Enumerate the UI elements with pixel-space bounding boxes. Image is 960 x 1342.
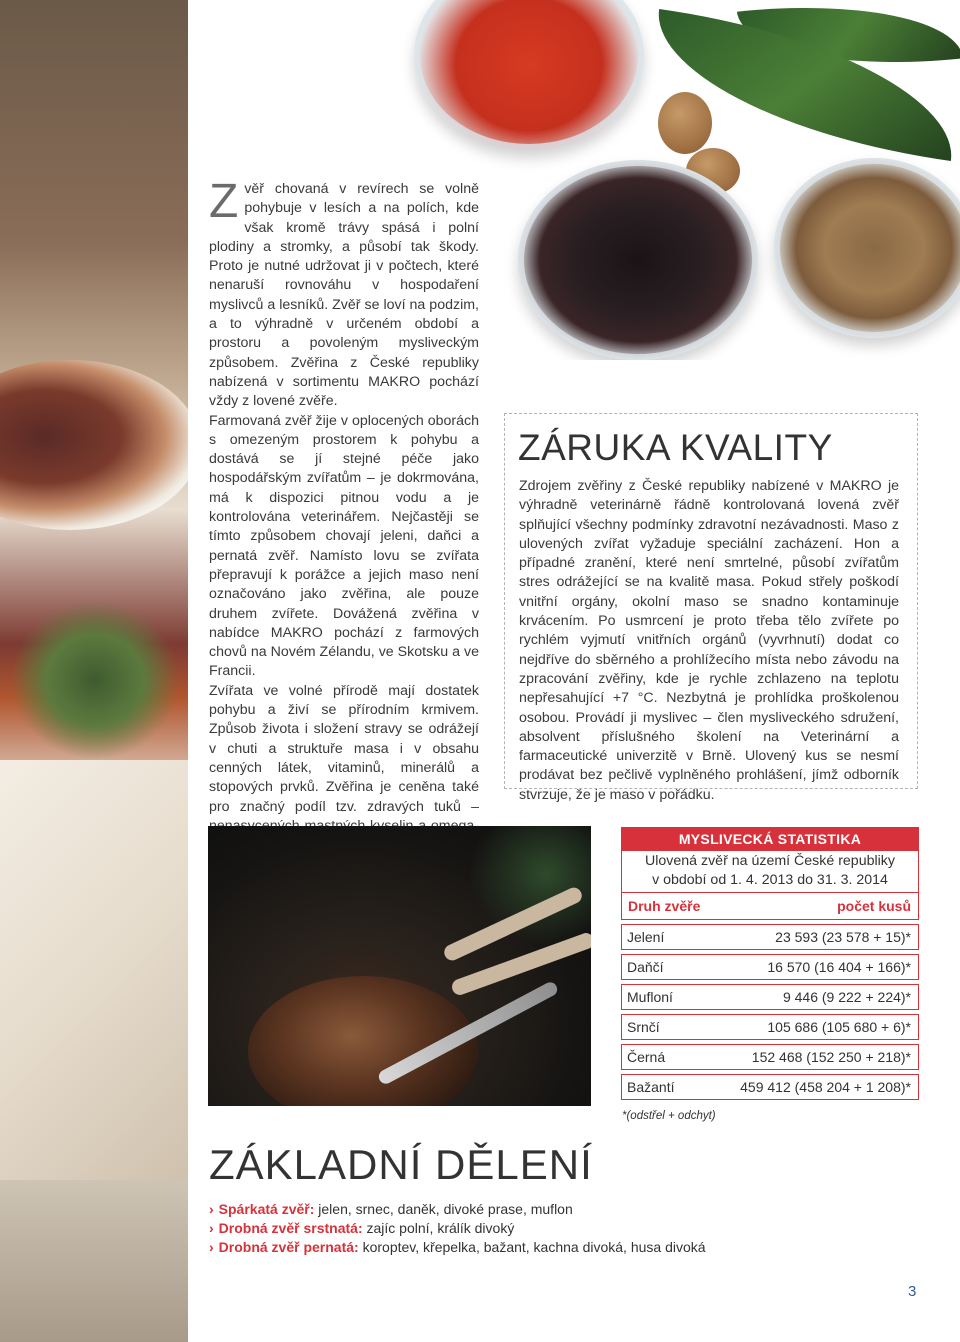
quality-title: ZÁRUKA KVALITY [518,427,833,468]
plate-image [0,360,188,530]
count-cell: 105 686 (105 680 + 6)* [767,1019,911,1035]
intro-paragraph [209,175,479,412]
intro-text [209,175,479,875]
list-term: Drobná zvěř srstnatá: [218,1220,363,1236]
intro-paragraph-text: věř chovaná v revírech se volně pohybuje v lesích a na polích, kde však kromě trávy spásá i polní plodiny a stromky, a působí tak škody. Proto je nutné udržovat ji v počtech, které nenaruší rovnováhu v hospodaření myslivců a lesníků. Zvěř se loví na podzim, a to výhradně v určeném období a prostoru a povoleným mysliveckým způsobem. Zvěřina z České republiky nabízená v sortimentu MAKRO pochází vždy z lovené zvěře. [209,181,479,410]
basic-division-list [209,1200,706,1257]
column-species: Druh zvěře [628,898,701,914]
species-cell: Daňčí [627,959,664,975]
species-cell: Černá [627,1049,666,1065]
stats-header: MYSLIVECKÁ STATISTIKA [621,827,919,851]
list-text: koroptev, křepelka, bažant, kachna divoká, husa divoká [358,1239,706,1255]
photo-venison-rack [208,826,591,1106]
photo-spices [400,0,960,360]
stats-subtitle-line: v období od 1. 4. 2013 do 31. 3. 2014 [652,872,888,888]
count-cell: 459 412 (458 204 + 1 208)* [740,1079,911,1095]
species-cell: Mufloní [627,989,673,1005]
photo-plated-venison [0,0,188,1342]
intro-paragraph: Farmovaná zvěř žije v oplocených oborách s omezeným prostorem k pohybu a dostává se jí stejné péče jako hospodářským zvířatům – je dokrmována, má k dispozici pitnou vodu a je kontrolována veterinářem. Nejčastěji se tímto způsobem chovají jeleni, daňci a pernatá zvěř. Namísto lovu se zvířata přepravují k porážce a jejich maso není označováno jako zvěřina, ale pouze druhem zvířete. Dovážená zvěřina v nabídce MAKRO pochází z farmových chovů na Novém Zélandu, ve Skotsku a ve Francii. [209,412,479,680]
count-cell: 16 570 (16 404 + 166)* [767,959,911,975]
stats-subtitle [621,851,919,893]
list-item [209,1238,706,1257]
table-row [621,924,919,950]
napkin-image [0,760,188,1180]
hunting-statistics-table [621,827,919,1122]
herb-sprig-image [10,600,180,760]
stats-footnote: *(odstřel + odchyt) [622,1110,716,1122]
chevron-right-icon: › [209,1220,214,1236]
chevron-right-icon: › [209,1239,214,1255]
peppercorn-bowl-image [774,158,960,338]
count-cell: 152 468 (152 250 + 218)* [751,1049,911,1065]
drop-cap: Z [209,175,239,228]
species-cell: Jelení [627,929,665,945]
table-row [621,1074,919,1100]
intro-paragraph: Zvířata ve volné přírodě mají dostatek pohybu a živí se přírodním krmivem. Způsob života i složení stravy se odrážejí v chuti a struktuře masa i v obsahu cenných látek, vitaminů, minerálů a stopových prvků. Zvěřina je ceněna také pro značný podíl tzv. zdravých tuků – [209,682,479,815]
basic-division-title: ZÁKLADNÍ DĚLENÍ [209,1141,593,1188]
list-term: Drobná zvěř pernatá: [218,1239,359,1255]
paprika-bowl-image [414,0,644,150]
quality-text: Zdrojem zvěřiny z České republiky nabízené v MAKRO je výhradně veterinárně řádně kontrolovaná lovená zvěř splňující všechny podmínky zdravotní nezávadnosti. Maso z ulovených zvířat vyžaduje speciální zacházení. Hon a případné zranění, které není smrtelné, působí zvířatům stres odrážející se na kvalitě masa. Pokud střely poškodí vnitřní orgány, okolní maso se snadno kontaminuje krvácením. Po usmrcení je proto třeba tělo zvířete po rychlém vyjmutí vnitřních orgánů (vyvrhnutí) dodat co nejdříve do sběrného a prohlížecího místa nebo závodu na zpracování zvěřiny, kde je rychle zchlazeno na teplotu nepřesahující +7 °C. Nezbytná je prohlídka proškolenou osobou. Provádí ji myslivec – člen mysliveckého sdružení, absolvent příslušného školení na Veterinární a farmaceutické univerzitě v Brně. Ulovený kus se nesmí prodávat bez pečlivě vyplněného prohlášení, jímž odborník stvrzuje, že je maso v pořádku. [519,478,899,803]
species-cell: Srnčí [627,1019,660,1035]
chevron-right-icon: › [209,1201,214,1217]
column-count: počet kusů [837,898,911,914]
nutmeg-image [658,92,712,154]
list-text: zajíc polní, králík divoký [362,1220,515,1236]
page-number: 3 [908,1283,917,1300]
count-cell: 9 446 (9 222 + 224)* [782,989,911,1005]
count-cell: 23 593 (23 578 + 15)* [775,929,911,945]
table-row [621,984,919,1010]
juniper-bowl-image [518,160,758,360]
table-row [621,1044,919,1070]
species-cell: Bažantí [627,1079,675,1095]
stats-subtitle-line: Ulovená zvěř na území České republiky [645,853,895,869]
list-term: Spárkatá zvěř: [218,1201,315,1217]
list-item [209,1200,706,1219]
table-row [621,1014,919,1040]
list-text: jelen, srnec, daněk, divoké prase, muflon [314,1201,573,1217]
stats-column-header [621,893,919,920]
table-row [621,954,919,980]
list-item [209,1219,706,1238]
